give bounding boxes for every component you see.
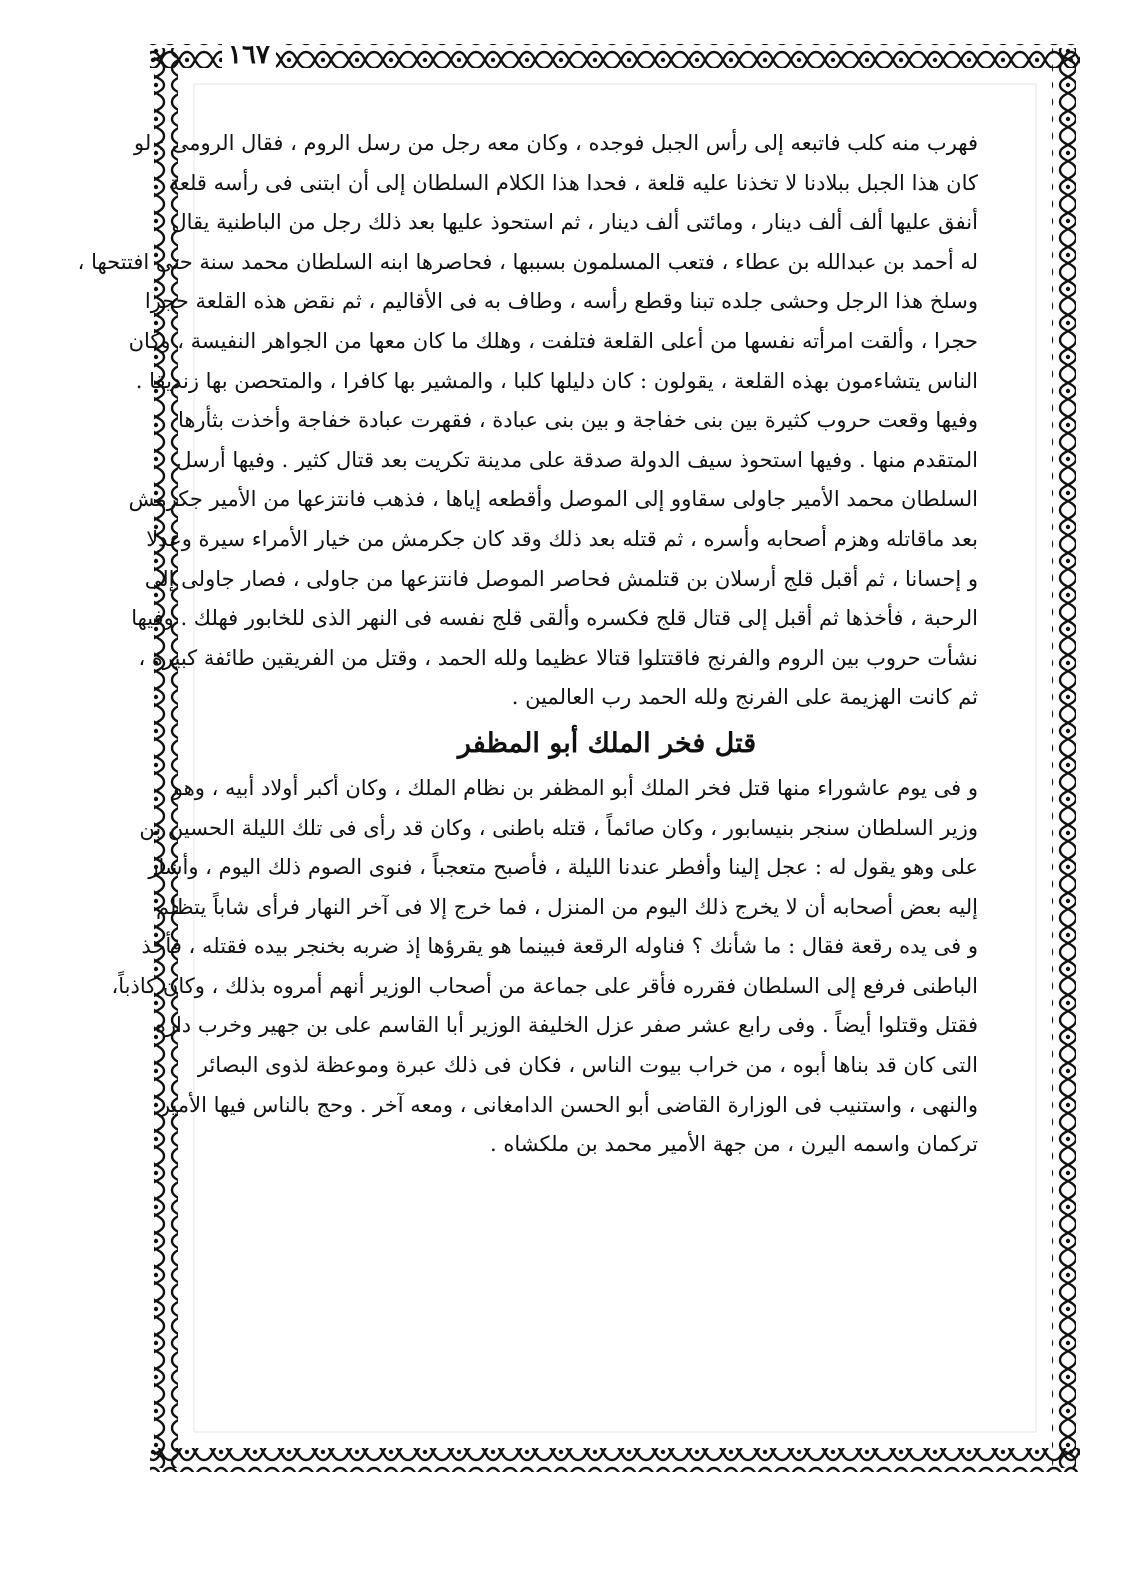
text-line: أنفق عليها ألف ألف دينار ، ومائتى ألف دينار ، ثم استحوذ عليها بعد ذلك رجل من الباطنية يقال	[171, 210, 978, 235]
paragraph-1	[77, 124, 978, 401]
text-line: و فى يوم عاشوراء منها قتل فخر الملك أبو المظفر بن نظام الملك ، وكان أكبر أولاد أبيه ، وهو	[172, 775, 978, 800]
text-line: نشأت حروب بين الروم والفرنج فاقتتلوا قتالا عظيما ولله الحمد ، وقتل من الفريقين طائفة كبيرة ،	[138, 645, 978, 670]
text-line: ثم كانت الهزيمة على الفرنج ولله الحمد رب العالمين .	[511, 685, 978, 710]
paragraph-2	[128, 401, 978, 718]
text-line: و فى يده رقعة فقال : ما شأنك ؟ فناوله الرقعة فبينما هو يقرؤها إذ ضربه بخنجر بيده فقتله ، فأخذ	[141, 934, 978, 959]
text-line: فقتل وقتلوا أيضاً . وفى رابع عشر صفر عزل الخليفة الوزير أبا القاسم على بن جهير وخرب داره	[154, 1013, 978, 1038]
text-line: له أحمد بن عبدالله بن عطاء ، فتعب المسلمون بسببها ، فحاصرها ابنه السلطان محمد سنة حتى افتتحها ،	[77, 249, 978, 274]
text-line: والنهى ، واستنيب فى الوزارة القاضى أبو الحسن الدامغانى ، ومعه آخر . وحج بالناس فيها الأمير	[159, 1092, 978, 1117]
text-line: و إحسانا ، ثم أقبل قلج أرسلان بن قتلمش فحاصر الموصل فانتزعها من جاولى ، فصار جاولى إلى	[144, 566, 978, 591]
text-line: حجرا ، وألقت امرأته نفسها من أعلى القلعة فتلفت ، وهلك ما كان معها من الجواهر النفيسة ، وكان	[128, 328, 978, 353]
text-line: التى كان قد بناها أبوه ، من خراب بيوت الناس ، فكان فى ذلك عبرة وموعظة لذوى البصائر	[197, 1053, 978, 1078]
text-line: إليه بعض أصحابه أن لا يخرج ذلك اليوم من المنزل ، فما خرج إلا فى آخر النهار فرأى شاباً يتظلم	[155, 894, 978, 919]
text-line: المتقدم منها . وفيها استحوذ سيف الدولة صدقة على مدينة تكريت بعد قتال كثير . وفيها أرسل	[176, 447, 978, 472]
page-number: ١٦٧	[222, 40, 276, 70]
text-line: فهرب منه كلب فاتبعه إلى رأس الجبل فوجده ، وكان معه رجل من رسل الروم ، فقال الرومى : لو	[134, 131, 978, 155]
text-line: الباطنى فرفع إلى السلطان فقرره فأقر على جماعة من أصحاب الوزير أنهم أمروه بذلك ، وكان كاذباً،	[111, 973, 978, 998]
text-line: الرحبة ، فأخذها ثم أقبل إلى قتال قلج فكسره وألقى قلج نفسه فى النهر الذى للخابور فهلك . وفيها	[131, 606, 978, 631]
text-line: وفيها وقعت حروب كثيرة بين بنى خفاجة و بين بنى عبادة ، فقهرت عبادة خفاجة وأخذت بثأرها	[177, 408, 978, 433]
section-heading: قتل فخر الملك أبو المظفر	[457, 727, 757, 759]
text-line: كان هذا الجبل ببلادنا لا تخذنا عليه قلعة ، فحدا هذا الكلام السلطان إلى أن ابتنى فى رأسه قلعة	[168, 170, 978, 195]
text-line: وزير السلطان سنجر بنيسابور ، وكان صائماً ، قتله باطنى ، وكان قد رأى فى تلك الليلة الحسين بن	[139, 815, 978, 840]
paragraph-3	[111, 769, 978, 1165]
text-line: على وهو يقول له : عجل إلينا وأفطر عندنا الليلة ، فأصبح متعجباً ، فنوى الصوم ذلك اليوم ، وأشار	[148, 855, 978, 880]
text-line: الناس يتشاءمون بهذه القلعة ، يقولون : كان دليلها كلبا ، والمشير بها كافرا ، والمتحصن بها زنديقا .	[135, 368, 978, 393]
text-line: وسلخ هذا الرجل وحشى جلده تبنا وقطع رأسه ، وطاف به فى الأقاليم ، ثم نقض هذه القلعة حجرا	[144, 289, 978, 314]
body-text	[77, 124, 978, 1165]
text-line: بعد ماقاتله وهزم أصحابه وأسره ، ثم قتله بعد ذلك وقد كان جكرمش من خيار الأمراء سيرة وعدلا	[146, 526, 978, 551]
text-line: السلطان محمد الأمير جاولى سقاوو إلى الموصل وأقطعه إياها ، فذهب فانتزعها من الأمير جكرمش	[128, 487, 978, 512]
text-line: تركمان واسمه اليرن ، من جهة الأمير محمد بن ملكشاه .	[489, 1132, 978, 1157]
